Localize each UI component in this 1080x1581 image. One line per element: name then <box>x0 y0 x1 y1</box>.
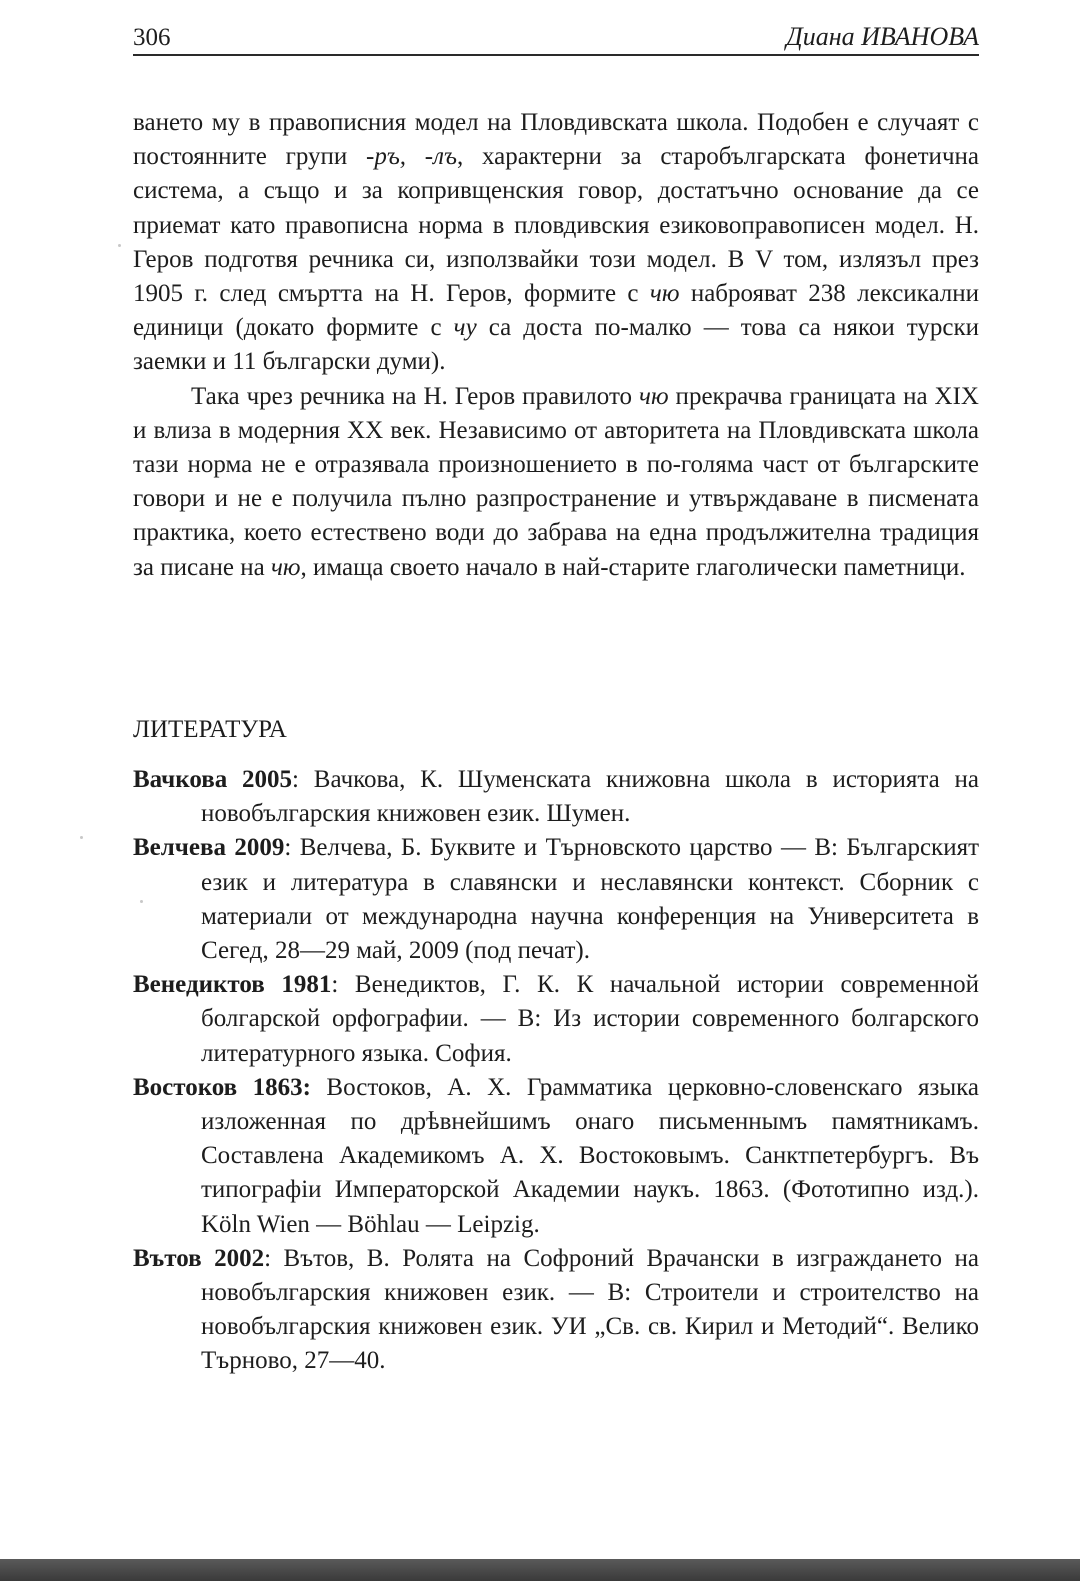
reference-item: Вътов 2002: Вътов, В. Ролята на Софроний Врачански в изграждането на новобългарския книжовен език. — В: Строители и строителство на новобългарския книжовен език. УИ „Св. св. Кирил и Методий“. Велико Търново, 27—40. <box>133 1244 979 1375</box>
page-header <box>133 18 979 56</box>
scan-speck <box>80 836 83 839</box>
reference-item: Востоков 1863: Востоков, А. Х. Грамматика церковно-словенскаго языка изложенная по дрѣвнейшимъ онаго письменнымъ памятникамъ. Составлена Академикомъ А. Х. Востоковымъ. Санктпетербургъ. Въ типографіи Императорской Академии наукъ. 1863. (Фототипно изд.). Köln Wien — Böhlau — Leipzig. <box>133 1073 980 1238</box>
scan-bottom-edge <box>0 1559 1080 1581</box>
reference-item: Велчева 2009: Велчева, Б. Буквите и Търновското царство — В: Българският език и литература в славянски и неславянски контекст. Сборник с материали от международна научна конференция на Университета в Сегед, 28—29 май, 2009 (под печат). <box>133 834 979 965</box>
reference-list <box>133 763 979 1379</box>
scan-speck <box>140 900 143 903</box>
page-number: 306 <box>133 24 171 51</box>
paragraph-1: ването му в правописния модел на Пловдивската школа. Подобен е случаят с постоянните групи -ръ, -лъ, характерни за старобългарската фонетична система, а също и за копривщенския говор, достатъчно основание да се приемат като правописна норма в пловдивския езиковоправописен модел. Н. Геров подготвя речника си, използвайки този модел. В V том, излязъл през 1905 г. след смъртта на Н. Геров, формите с чю наброяват 238 лексикални единици (докато формите с чу са доста по-малко — това са някои турски заемки и 11 български думи). <box>133 109 979 376</box>
reference-item: Вачкова 2005: Вачкова, К. Шуменската книжовна школа в историята на новобългарския книжовен език. Шумен. <box>133 766 979 828</box>
references-heading: ЛИТЕРАТУРА <box>133 716 287 743</box>
body-text <box>133 106 979 585</box>
paragraph-2: Така чрез речника на Н. Геров правилото чю прекрачва границата на XIX и влиза в модерния XX век. Независимо от авторитета на Пловдивската школа тази норма не е отразявала произношението в по-голяма част от българските говори и не е получила пълно разпространение и утвърждаване в писмената практика, което естествено води до забрава на една продължителна традиция за писане на чю, имаща своето начало в най-старите глаголически паметници. <box>133 382 979 581</box>
reference-item: Венедиктов 1981: Венедиктов, Г. К. К начальной истории современной болгарской орфографии. — В: Из истории современного болгарского литературного языка. София. <box>133 971 979 1067</box>
scan-speck <box>118 244 121 247</box>
running-head: Диана ИВАНОВА <box>786 22 979 51</box>
